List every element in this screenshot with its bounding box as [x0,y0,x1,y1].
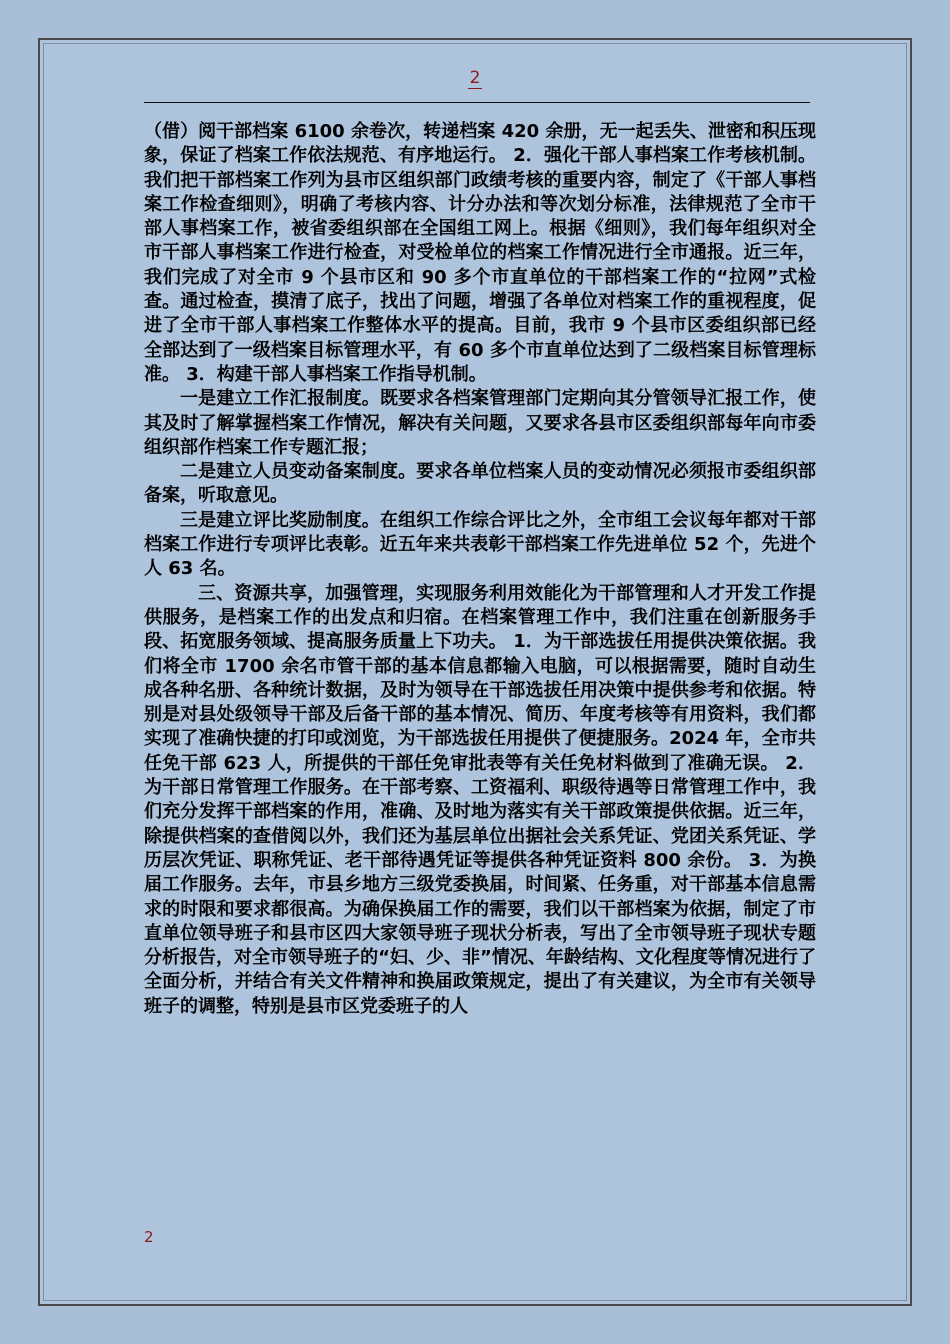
footer-page-number: 2 [144,1228,154,1246]
body-text [144,120,816,1019]
header-page-number: 2 [469,68,481,88]
document-page [38,38,912,1306]
header-rule [144,102,810,103]
paragraph-3: 二是建立人员变动备案制度。要求各单位档案人员的变动情况必须报市委组织部备案，听取意见。 [144,461,816,507]
paragraph-2: 一是建立工作汇报制度。既要求各档案管理部门定期向其分管领导汇报工作，使其及时了解掌握档案工作情况，解决有关问题，又要求各县市区委组织部每年向市委组织部作档案工作专题汇报； [144,388,816,458]
paragraph-1: （借）阅干部档案 6100 余卷次，转递档案 420 余册，无一起丢失、泄密和积压现象，保证了档案工作依法规范、有序地运行。 2．强化干部人事档案工作考核机制。我们把干部档案工作列为县市区组织部门政绩考核的重要内容，制定了《干部人事档案工作检查细则》，明确了考核内容、计分办法和等次划分标准，法律规范了全市干部人事档案工作，被省委组织部在全国组工网上。根据《细则》，我们每年组织对全市干部人事档案工作进行检查，对受检单位的档案工作情况进行全市通报。近三年，我们完成了对全市 9 个县市区和 90 多个市直单位的干部档案工作的“拉网”式检查。通过检查，摸清了底子，找出了问题，增强了各单位对档案工作的重视程度，促进了全市干部人事档案工作整体水平的提高。目前，我市 9 个县市区委组织部已经全部达到了一级档案目标管理水平，有 60 多个市直单位达到了二级档案目标管理标准。 3．构建干部人事档案工作指导机制。 [144,121,816,385]
paragraph-4: 三是建立评比奖励制度。在组织工作综合评比之外，全市组工会议每年都对干部档案工作进行专项评比表彰。近五年来共表彰干部档案工作先进单位 52 个，先进个人 63 名。 [144,509,816,580]
paragraph-5: 三、资源共享，加强管理，实现服务利用效能化为干部管理和人才开发工作提供服务，是档案工作的出发点和归宿。在档案管理工作中，我们注重在创新服务手段、拓宽服务领域、提高服务质量上下功夫。 1．为干部选拔任用提供决策依据。我们将全市 1700 余名市管干部的基本信息都输入电脑，可以根据需要，随时自动生成各种名册、各种统计数据，及时为领导在干部选拔任用决策中提供参考和依据。特别是对县处级领导干部及后备干部的基本情况、简历、年度考核等有用资料，我们都实现了准确快捷的打印或浏览，为干部选拔任用提供了便捷服务。2024 年，全市共任免干部 623 人，所提供的干部任免审批表等有关任免材料做到了准确无误。 2．为干部日常管理工作服务。在干部考察、工资福利、职级待遇等日常管理工作中，我们充分发挥干部档案的作用，准确、及时地为落实有关干部政策提供依据。近三年，除提供档案的查借阅以外，我们还为基层单位出据社会关系凭证、党团关系凭证、学历层次凭证、职称凭证、老干部待遇凭证等提供各种凭证资料 800 余份。 3．为换届工作服务。去年，市县乡地方三级党委换届，时间紧、任务重，对干部基本信息需求的时限和要求都很高。为确保换届工作的需要，我们以干部档案为依据，制定了市直单位领导班子和县市区四大家领导班子现状分析表，写出了全市领导班子现状专题分析报告，对全市领导班子的“妇、少、非”情况、年龄结构、文化程度等情况进行了全面分析，并结合有关文件精神和换届政策规定，提出了有关建议，为全市有关领导班子的调整，特别是县市区党委班子的人 [144,582,816,1017]
